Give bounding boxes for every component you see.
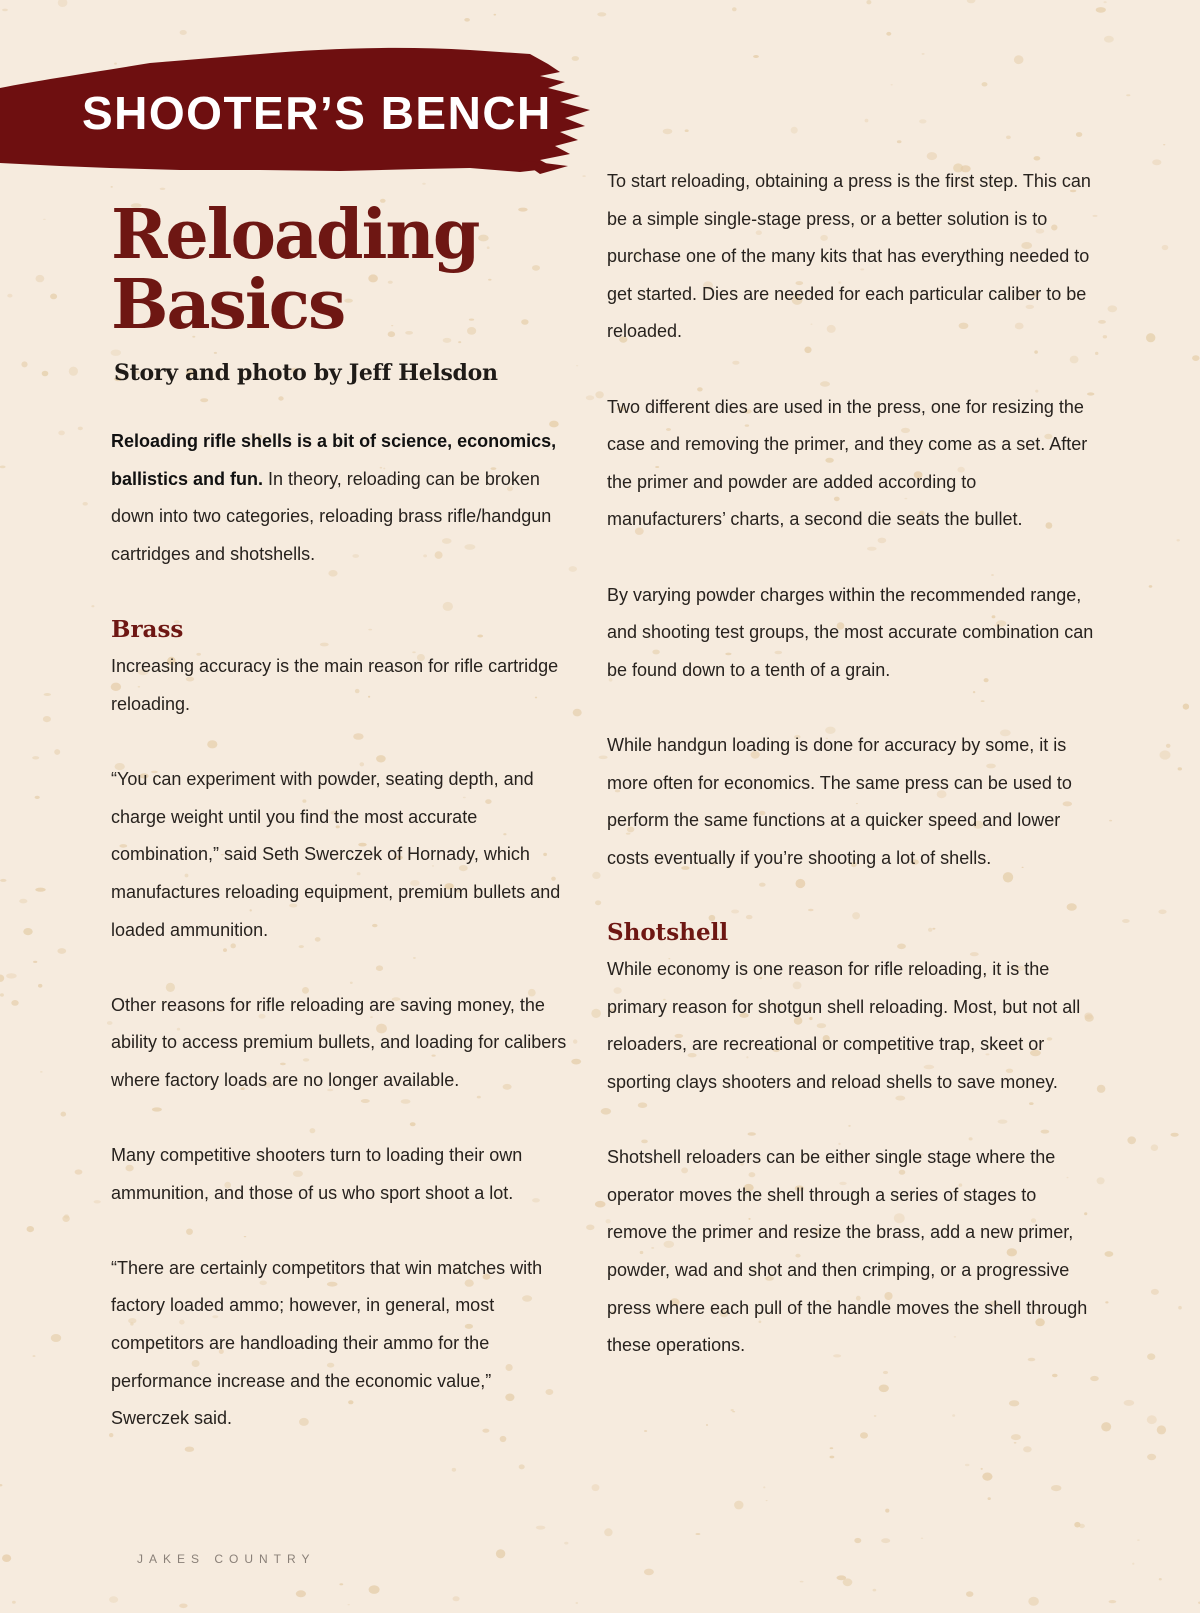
section-banner xyxy=(0,38,600,188)
speckle xyxy=(1122,919,1130,923)
speckle xyxy=(592,872,600,879)
speckle xyxy=(1171,1133,1179,1137)
brass-paragraph: “There are certainly competitors that win matches with factory loaded ammo; however, in general, most competitors are handloading their ammo for the performance increase and the economic value,” Swerczek said. xyxy=(111,1257,543,1429)
speckle xyxy=(61,1112,67,1117)
speckle xyxy=(1101,1422,1111,1431)
speckle xyxy=(885,1509,889,1513)
speckle xyxy=(35,888,45,892)
speckle xyxy=(921,1538,924,1539)
speckle xyxy=(576,1602,579,1604)
brass-paragraph: Many competitive shooters turn to loading their own ammunition, and those of us who sport shoot a lot. xyxy=(111,1145,523,1203)
speckle xyxy=(180,30,187,35)
speckle xyxy=(1097,1085,1106,1093)
speckle xyxy=(927,152,937,160)
speckle xyxy=(1006,136,1011,140)
speckle xyxy=(1097,1177,1105,1184)
speckle xyxy=(1152,159,1161,165)
speckle xyxy=(1103,335,1107,338)
speckle xyxy=(1151,1289,1159,1295)
title-line-1: Reloading xyxy=(111,195,479,275)
speckle xyxy=(1124,1400,1135,1406)
speckle xyxy=(6,973,17,978)
speckle xyxy=(1023,1446,1032,1452)
speckle xyxy=(21,361,27,367)
speckle xyxy=(519,1464,525,1469)
speckle xyxy=(296,1590,306,1597)
speckle xyxy=(179,1604,187,1609)
speckle xyxy=(185,1447,194,1452)
speckle xyxy=(1105,1301,1108,1303)
speckle xyxy=(494,14,497,16)
speckle xyxy=(2,1554,11,1562)
speckle xyxy=(1147,1353,1155,1360)
speckle xyxy=(595,1201,606,1208)
speckle xyxy=(0,1484,2,1486)
brass-paragraph: Increasing accuracy is the main reason for rifle cartridge reloading. xyxy=(111,656,559,714)
speckle xyxy=(800,1581,804,1583)
speckle xyxy=(50,294,57,300)
speckle xyxy=(952,1414,955,1417)
speckle xyxy=(1076,132,1082,137)
speckle xyxy=(597,12,606,16)
speckle xyxy=(0,466,6,469)
speckle xyxy=(1109,820,1112,822)
intro-paragraph xyxy=(111,423,571,573)
speckle xyxy=(766,1500,768,1501)
speckle xyxy=(982,82,988,86)
speckle xyxy=(874,1415,877,1416)
speckle xyxy=(763,1486,765,1488)
speckle xyxy=(837,1575,847,1580)
speckle xyxy=(496,1549,505,1558)
speckle xyxy=(94,1200,101,1203)
speckle xyxy=(1108,305,1118,312)
speckle xyxy=(1105,1251,1114,1257)
speckle xyxy=(576,365,578,366)
speckle xyxy=(58,431,65,436)
speckle xyxy=(109,1596,118,1603)
speckle xyxy=(1137,1540,1140,1541)
speckle xyxy=(966,1591,973,1597)
speckle xyxy=(43,219,46,220)
speckle xyxy=(1149,585,1153,588)
speckle xyxy=(11,1000,18,1006)
speckle xyxy=(1011,1434,1021,1440)
body-paragraph: To start reloading, obtaining a press is the first step. This can be a simple single-stage press, or a better solution is to purchase one of the many kits that has everything needed to get started. Dies are needed for each particular caliber to be reloaded. xyxy=(607,171,1091,342)
brass-heading: Brass xyxy=(111,616,184,644)
speckle xyxy=(32,756,39,759)
speckle xyxy=(2,9,8,12)
speckle xyxy=(644,1569,654,1576)
speckle xyxy=(1109,1600,1117,1603)
speckle xyxy=(891,84,893,85)
speckle xyxy=(854,1538,861,1543)
speckle xyxy=(23,928,32,935)
speckle xyxy=(865,119,869,123)
speckle xyxy=(1079,1524,1085,1528)
speckle xyxy=(0,993,4,996)
banner-title: SHOOTER’S BENCH xyxy=(82,87,552,139)
speckle xyxy=(604,1528,612,1536)
speckle xyxy=(35,796,40,799)
speckle xyxy=(571,1059,581,1065)
speckle xyxy=(897,140,902,143)
speckle xyxy=(1157,1425,1166,1434)
body-paragraph: Two different dies are used in the press, one for resizing the case and removing the primer, and they come as a set. After the primer and powder are added according to manufacturers’ charts, a second die seats the bullet. xyxy=(607,396,1088,530)
speckle xyxy=(731,1409,734,1411)
speckle xyxy=(922,53,925,55)
speckle xyxy=(791,127,798,134)
speckle xyxy=(0,975,4,982)
speckle xyxy=(753,55,759,58)
speckle xyxy=(38,984,42,988)
shotshell-heading: Shotshell xyxy=(607,919,729,947)
speckle xyxy=(879,1385,889,1393)
speckle xyxy=(339,1583,343,1585)
speckle xyxy=(57,948,66,954)
speckle xyxy=(83,502,88,506)
speckle xyxy=(830,1447,834,1449)
speckle xyxy=(0,879,6,882)
speckle xyxy=(1090,1376,1099,1381)
speckle xyxy=(988,1497,991,1500)
shotshell-paragraph: While economy is one reason for rifle reloading, it is the primary reason for shotgun shell reloading. Most, but not all reloaders, are recreational or competitive trap, skeet or sporting clays shooters and reload shells to save money. xyxy=(607,959,1081,1093)
speckle xyxy=(967,0,976,3)
speckle xyxy=(1034,156,1041,160)
speckle xyxy=(732,1411,735,1412)
left-column xyxy=(111,195,571,1438)
speckle xyxy=(452,1468,456,1472)
speckle xyxy=(696,1533,701,1535)
speckle xyxy=(886,32,891,36)
speckle xyxy=(685,129,689,132)
speckle xyxy=(69,367,78,376)
speckle xyxy=(1051,1485,1061,1491)
speckle xyxy=(75,1169,83,1174)
speckle xyxy=(595,391,603,398)
speckle xyxy=(1147,1454,1156,1460)
speckle xyxy=(1178,1306,1182,1310)
speckle xyxy=(1014,1442,1017,1444)
speckle xyxy=(36,275,45,282)
speckle xyxy=(1192,355,1199,361)
speckle xyxy=(44,693,51,696)
speckle xyxy=(1104,1,1107,3)
speckle xyxy=(1151,1144,1158,1151)
right-column xyxy=(607,163,1097,1365)
speckle xyxy=(78,427,83,431)
speckle xyxy=(42,371,49,377)
speckle xyxy=(1160,750,1171,759)
brass-paragraph: Other reasons for rifle reloading are saving money, the ability to access premium bullets, and loading for calibers where factory loads are no longer available. xyxy=(111,994,567,1090)
speckle xyxy=(58,0,68,7)
speckle xyxy=(873,1589,877,1592)
speckle xyxy=(1162,245,1169,250)
speckle xyxy=(1147,1415,1157,1424)
speckle xyxy=(1096,7,1106,13)
speckle xyxy=(43,716,51,722)
speckle xyxy=(369,1585,380,1594)
speckle xyxy=(62,1215,69,1222)
speckle xyxy=(91,605,94,607)
speckle xyxy=(663,129,673,135)
speckle xyxy=(1146,333,1155,342)
shotshell-paragraph: Shotshell reloaders can be either single stage where the operator moves the shell through a series of stages to remove the primer and resize the brass, add a new primer, powder, wad and shot and then crimping, or a progressive press where each pull of the handle moves the shell through these operations. xyxy=(607,1147,1088,1356)
speckle xyxy=(732,7,737,11)
speckle xyxy=(51,1334,61,1342)
speckle xyxy=(33,1355,36,1357)
article-title xyxy=(111,195,571,345)
speckle xyxy=(19,899,27,904)
speckle xyxy=(586,395,594,400)
speckle xyxy=(591,1009,601,1018)
speckle xyxy=(464,18,470,22)
speckle xyxy=(1183,704,1189,710)
speckle xyxy=(1028,1597,1039,1606)
title-line-2: Basics xyxy=(111,265,345,345)
speckle xyxy=(592,1484,600,1491)
speckle xyxy=(40,1071,43,1073)
speckle xyxy=(1098,320,1106,324)
speckle xyxy=(1163,144,1165,145)
body-paragraph: While handgun loading is done for accuracy by some, it is more often for economics. The same press can be used to perform the same functions at a quicker speed and lower costs eventually if you’re shooting a lot of shells. xyxy=(607,734,1072,868)
speckle xyxy=(644,1430,647,1432)
speckle xyxy=(27,1226,34,1232)
speckle xyxy=(981,1468,983,1470)
speckle xyxy=(54,749,60,755)
speckle xyxy=(573,1039,577,1043)
speckle xyxy=(7,294,12,298)
body-paragraph: By varying powder charges within the recommended range, and shooting test groups, the most accurate combination can be found down to a tenth of a grain. xyxy=(607,584,1094,680)
speckle xyxy=(982,1473,992,1481)
speckle xyxy=(573,709,582,717)
intro-lead: Reloading rifle shells is a bit of science, economics, ballistics and fun. xyxy=(111,431,557,489)
intro-body: In theory, reloading can be broken down into two categories, reloading brass rifle/handgun cartridges and shotshells. xyxy=(111,468,552,564)
brass-paragraph: “You can experiment with powder, seating depth, and charge weight until you find the most accurate combination,” said Seth Swerczek of Hornady, which manufactures reloading equipment, premium bullets and loaded ammunition. xyxy=(111,769,561,940)
speckle xyxy=(33,961,37,963)
speckle xyxy=(1177,539,1180,541)
speckle xyxy=(830,1456,835,1459)
speckle xyxy=(965,1464,970,1466)
speckle xyxy=(348,1604,350,1605)
speckle xyxy=(706,1424,708,1426)
speckle xyxy=(860,1432,868,1438)
speckle xyxy=(564,1542,568,1545)
speckle xyxy=(453,1596,460,1601)
speckle xyxy=(1104,36,1114,43)
speckle xyxy=(1178,767,1182,770)
speckle xyxy=(883,1371,888,1374)
speckle xyxy=(1132,1563,1134,1565)
speckle xyxy=(1014,55,1024,64)
speckle xyxy=(1126,94,1130,96)
speckle xyxy=(881,1538,890,1543)
speckle xyxy=(12,1601,16,1604)
speckle xyxy=(919,119,926,123)
speckle xyxy=(586,1225,594,1231)
speckle xyxy=(1009,1400,1019,1406)
byline: Story and photo by Jeff Helsdon xyxy=(114,360,498,386)
footer-brand: JAKES COUNTRY xyxy=(137,1552,316,1566)
speckle xyxy=(1052,1374,1058,1377)
speckle xyxy=(1158,910,1166,915)
speckle xyxy=(536,1526,545,1530)
speckle xyxy=(866,0,871,4)
speckle xyxy=(734,1501,743,1510)
speckle xyxy=(1166,744,1171,748)
speckle xyxy=(595,900,601,905)
speckle xyxy=(1127,1136,1136,1144)
speckle xyxy=(1159,1578,1162,1580)
